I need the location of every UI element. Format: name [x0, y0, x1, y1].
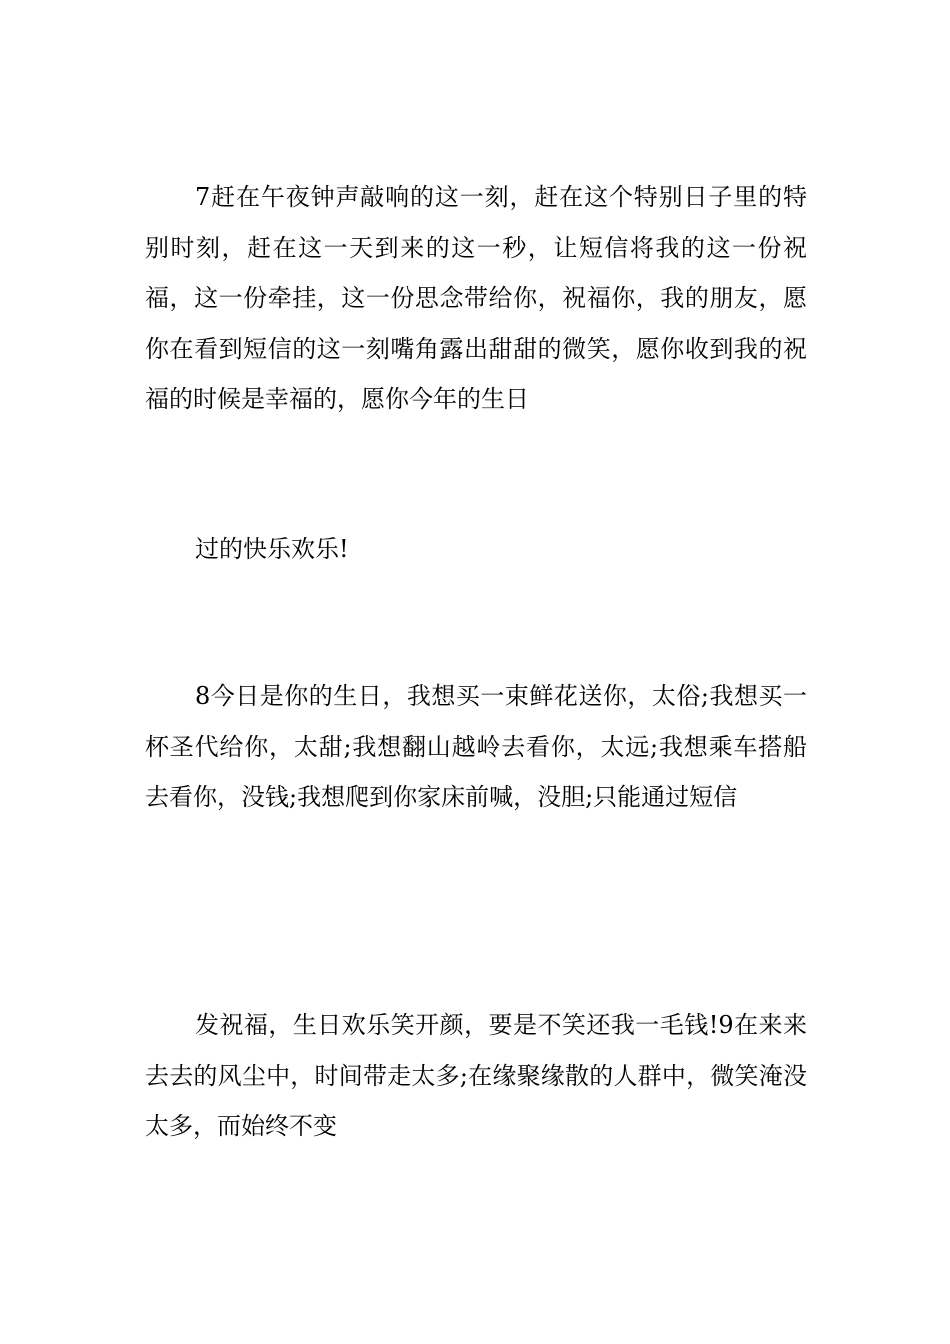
paragraph-birthday-wish-7-continued: 过的快乐欢乐!: [195, 535, 349, 563]
paragraph-birthday-wish-7: 7赶在午夜钟声敲响的这一刻，赶在这个特别日子里的特别时刻，赶在这一天到来的这一秒，让短信将我的这一份祝福，这一份牵挂，这一份思念带给你，祝福你，我的朋友，愿你在看到短信的这一刻嘴角露出甜甜的微笑，愿你收到我的祝福的时候是幸福的，愿你今年的生日: [145, 183, 807, 413]
paragraph-birthday-wish-8: 8今日是你的生日，我想买一束鲜花送你，太俗;我想买一杯圣代给你，太甜;我想翻山越岭去看你，太远;我想乘车搭船去看你，没钱;我想爬到你家床前喊，没胆;只能通过短信: [145, 682, 807, 811]
paragraph-birthday-wish-8-9: 发祝福，生日欢乐笑开颜，要是不笑还我一毛钱!9在来来去去的风尘中，时间带走太多;在缘聚缘散的人群中，微笑淹没太多，而始终不变: [145, 1011, 807, 1140]
